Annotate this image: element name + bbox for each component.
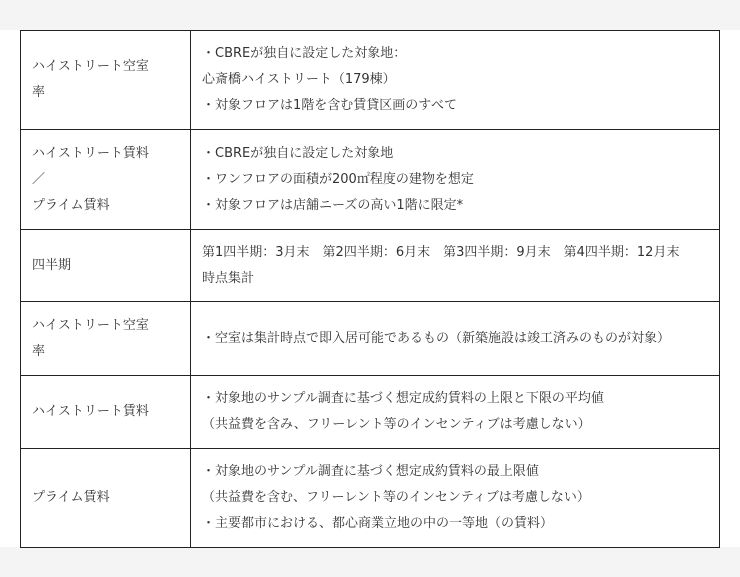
description-line: 時点集計 (202, 270, 255, 286)
row-label-text: プライム賃料 (32, 197, 110, 213)
description-line: ・対象地のサンプル調査に基づく想定成約賃料の最上限値 (202, 464, 539, 479)
description-line: （共益費を含む、フリーレント等のインセンティブは考慮しない） (202, 490, 590, 505)
table-row (21, 302, 720, 376)
table-row (21, 31, 720, 130)
row-label-text: 率 (32, 343, 46, 359)
row-label-text: ハイストリート空室 (32, 317, 149, 333)
row-label-text: ハイストリート賃料 (32, 145, 149, 161)
row-description-cell (191, 130, 720, 230)
row-label-text: 四半期 (32, 257, 72, 273)
description-line: ・ワンフロアの面積が200㎡程度の建物を想定 (202, 171, 474, 187)
description-line: （共益費を含み、フリーレント等のインセンティブは考慮しない） (202, 417, 591, 432)
row-label-cell (21, 376, 191, 449)
table-row (21, 230, 720, 302)
row-label-cell (21, 302, 191, 376)
table-row (21, 376, 720, 449)
row-description-cell (191, 230, 720, 302)
description-line: ・主要都市における、都心商業立地の中の一等地（の賃料） (202, 516, 554, 531)
row-label-cell (21, 31, 191, 130)
row-description-cell (191, 376, 720, 449)
description-line: ・空室は集計時点で即入居可能であるもの（新築施設は竣工済みのものが対象） (202, 330, 671, 346)
row-description-cell (191, 31, 720, 130)
row-label-text: ハイストリート空室 (32, 59, 149, 74)
row-label-cell (21, 130, 191, 230)
row-label-text: ／ (32, 171, 46, 187)
definitions-table (20, 30, 720, 548)
description-line: 第1四半期：3月末 第2四半期：6月末 第3四半期：9月末 第4四半期：12月末 (202, 244, 680, 260)
row-label-text: プライム賃料 (32, 490, 110, 505)
description-line: ・CBREが独自に設定した対象地： (202, 46, 407, 61)
row-label-cell (21, 230, 191, 302)
row-label-text: 率 (32, 85, 46, 100)
row-description-cell (191, 449, 720, 548)
description-line: ・対象地のサンプル調査に基づく想定成約賃料の上限と下限の平均値 (202, 391, 604, 406)
table-row (21, 449, 720, 548)
description-line: ・CBREが独自に設定した対象地 (202, 145, 394, 161)
description-line: ・対象フロアは1階を含む賃貸区画のすべて (202, 98, 458, 113)
row-description-cell (191, 302, 720, 376)
description-line: ・対象フロアは店舗ニーズの高い1階に限定* (202, 197, 464, 213)
row-label-text: ハイストリート賃料 (32, 404, 149, 419)
table-row (21, 130, 720, 230)
description-line: 心斎橋ハイストリート（179棟） (202, 72, 396, 87)
row-label-cell (21, 449, 191, 548)
